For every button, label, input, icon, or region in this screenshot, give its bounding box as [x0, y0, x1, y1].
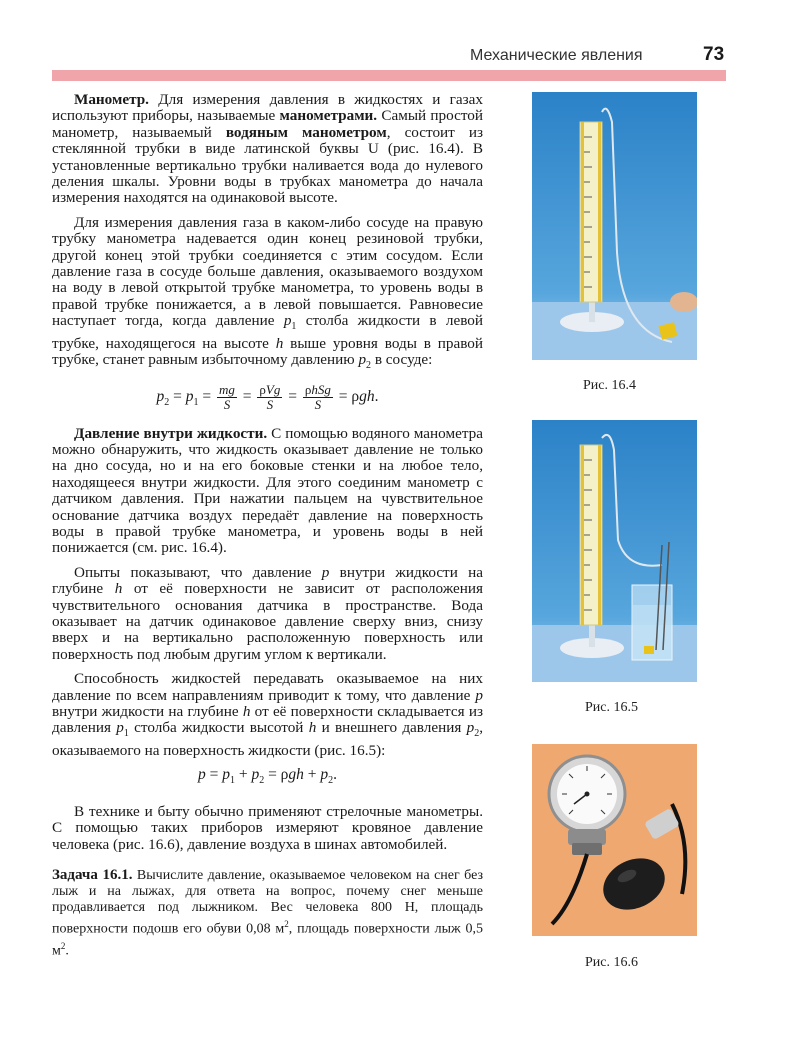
- text-span: .: [65, 943, 69, 959]
- text-span: внутри жидкости на глубине: [52, 563, 483, 598]
- text-span: Для измерения давления в жидкостях и газах используют приборы, называемые: [52, 91, 483, 125]
- term-manometers: манометрами.: [279, 107, 378, 125]
- formula-pressure: $p_2 = p_1$ = $\frac{mg}{S}$ = $\frac{\text{ρVg}}{S}$ = $\frac{\text{ρhSg}}{S}$ = ρgh.: [156, 381, 379, 412]
- formula-total-pressure: $p = p_1 + p_2 = \rho gh + p_2$.: [197, 766, 338, 787]
- text-span: Способность жидкостей передавать оказываемое на них давление по всем направлениям приводит к тому, что давление: [52, 670, 483, 704]
- text-span: в сосуде:: [371, 351, 433, 369]
- figure-16-4-caption: Рис. 16.4: [583, 378, 636, 393]
- figure-16-6-photo: [532, 744, 697, 936]
- manometer-with-vessel-illustration: [532, 420, 697, 682]
- page-number: 73: [703, 44, 725, 65]
- paragraph-pressure-inside: [52, 426, 483, 557]
- heading-pressure-inside: Давление внутри жидкости.: [74, 424, 268, 442]
- text-span: Самый простой манометр, называемый: [52, 107, 483, 141]
- heading-manometer: Манометр.: [74, 91, 149, 108]
- text-span: выше уровня воды в правой трубке, станет равным избыточному давлению: [52, 334, 484, 369]
- text-span: С помощью водяного манометра можно обнаружить, что жидкость оказывает давление не только на дно сосуда, но и на его боковые стенки и на любое тело, находящееся внутри жидкости. Для этого соединим манометр с датчиком давления. При нажатии пальцем на чувствительное основание датчика воздух передаёт давление на поверхность воды в правой трубке манометра, и уровень воды в ней понижается (см. рис. 16.4).: [52, 424, 483, 557]
- task-label: Задача 16.1.: [52, 867, 133, 884]
- sphygmomanometer-illustration: [532, 744, 697, 936]
- paragraph-experiments: Опыты показывают, что давление p внутри жидкости на глубине h от её поверхности не зависит от расположения чувствительного основания датчика в пространстве. Вода оказывает на датчик одинаковое давление сверху вниз, снизу вверх и на вертикально расположенную поверхность или поверхность под любым другим углом к вертикали.: [52, 563, 484, 663]
- text-span: столба жидкости высотой: [128, 719, 309, 737]
- text-span: , состоит из стеклянной трубки в виде латинской буквы U (рис. 16.4). В установленные вертикально трубки наливается вода до нулевого деления шкалы. Уровни воды в трубках манометра до начала измерения находятся на одинаковой высоте.: [52, 123, 483, 207]
- text-span: Вычислите давление, оказываемое человеком на снег без лыж и на лыжах, для ответа на вопрос, почему снег меньше продавливается под лыжником. Вес человека 800 Н, площадь поверхности подошв его обуви 0,08 м: [52, 868, 483, 937]
- text-span: столба жидкости в левой трубке, находящегося на высоте: [52, 312, 483, 352]
- paragraph-transmission: Способность жидкостей передавать оказываемое на них давление по всем направлениям приводит к тому, что давление p внутри жидкости на глубине h от её поверхности складывается из давления $p_1$ столба жидкости высотой h и внешнего давления $p_2$, оказываемого на поверхность жидкости (рис. 16.5):: [52, 670, 483, 759]
- text-span: внутри жидкости на глубине: [52, 703, 243, 721]
- text-column: [52, 92, 483, 959]
- text-span: от её поверхности не зависит от расположения чувствительного основания датчика в пространстве. Вода оказывает на датчик одинаковое давление сверху вниз, снизу вверх и на вертикально расположенную поверхность или поверхность под любым другим углом к вертикали.: [52, 580, 484, 663]
- text-span: , площадь поверхности лыж 0,5 м: [52, 921, 483, 959]
- text-span: Опыты показывают, что давление: [74, 563, 322, 581]
- text-span: , оказываемого на поверхность жидкости (рис. 16.5):: [52, 719, 483, 759]
- figure-16-6-caption: Рис. 16.6: [585, 955, 638, 970]
- paragraph-technique: В технике и быту обычно применяют стрелочные манометры. С помощью таких приборов измеряют кровяное давление человека (рис. 16.6), давление воздуха в шинах автомобилей.: [52, 802, 483, 853]
- term-water-manometer: водяным манометром: [225, 123, 387, 141]
- text-span: Для измерения давления газа в каком-либо сосуде на правую трубку манометра надевается один конец резиновой трубки, другой конец этой трубки соединяется с этим сосудом. Если давление газа в сосуде больше давления, оказываемого воздухом на воду в левой открытой трубке манометра, то уровень воды в правой трубке понижается, а в левой повышается. Равновесие наступает тогда, когда давление: [52, 213, 483, 330]
- text-span: и внешнего давления: [316, 719, 467, 737]
- manometer-illustration: [532, 92, 697, 360]
- section-title: Механические явления: [470, 47, 643, 64]
- paragraph-manometer: [52, 92, 483, 207]
- figure-16-4-photo: [532, 92, 697, 360]
- header-bar: [52, 70, 726, 81]
- figure-16-5-photo: [532, 420, 697, 682]
- figure-16-5-caption: Рис. 16.5: [585, 700, 638, 715]
- paragraph-gas-pressure: Для измерения давления газа в каком-либо сосуде на правую трубку манометра надевается один конец резиновой трубки, другой конец этой трубки соединяется с этим сосудом. Если давление газа в сосуде больше давления, оказываемого воздухом на воду в левой открытой трубке манометра, то уровень воды в правой трубке понижается, а в левой повышается. Равновесие наступает тогда, когда давление $p_1$ столба жидкости в левой трубке, находящегося на высоте h выше уровня воды в правой трубке, станет равным избыточному давлению $p_2$ в сосуде:: [52, 213, 484, 372]
- task-16-1: Задача 16.1. Вычислите давление, оказываемое человеком на снег без лыж и на лыжах, для ответа на вопрос, почему снег меньше продавливается под лыжником. Вес человека 800 Н, площадь поверхности подошв его обуви 0,08 $м^2$, площадь поверхности лыж 0,5 $м^2$.: [52, 867, 483, 959]
- text-span: от её поверхности складывается из давления: [52, 703, 483, 737]
